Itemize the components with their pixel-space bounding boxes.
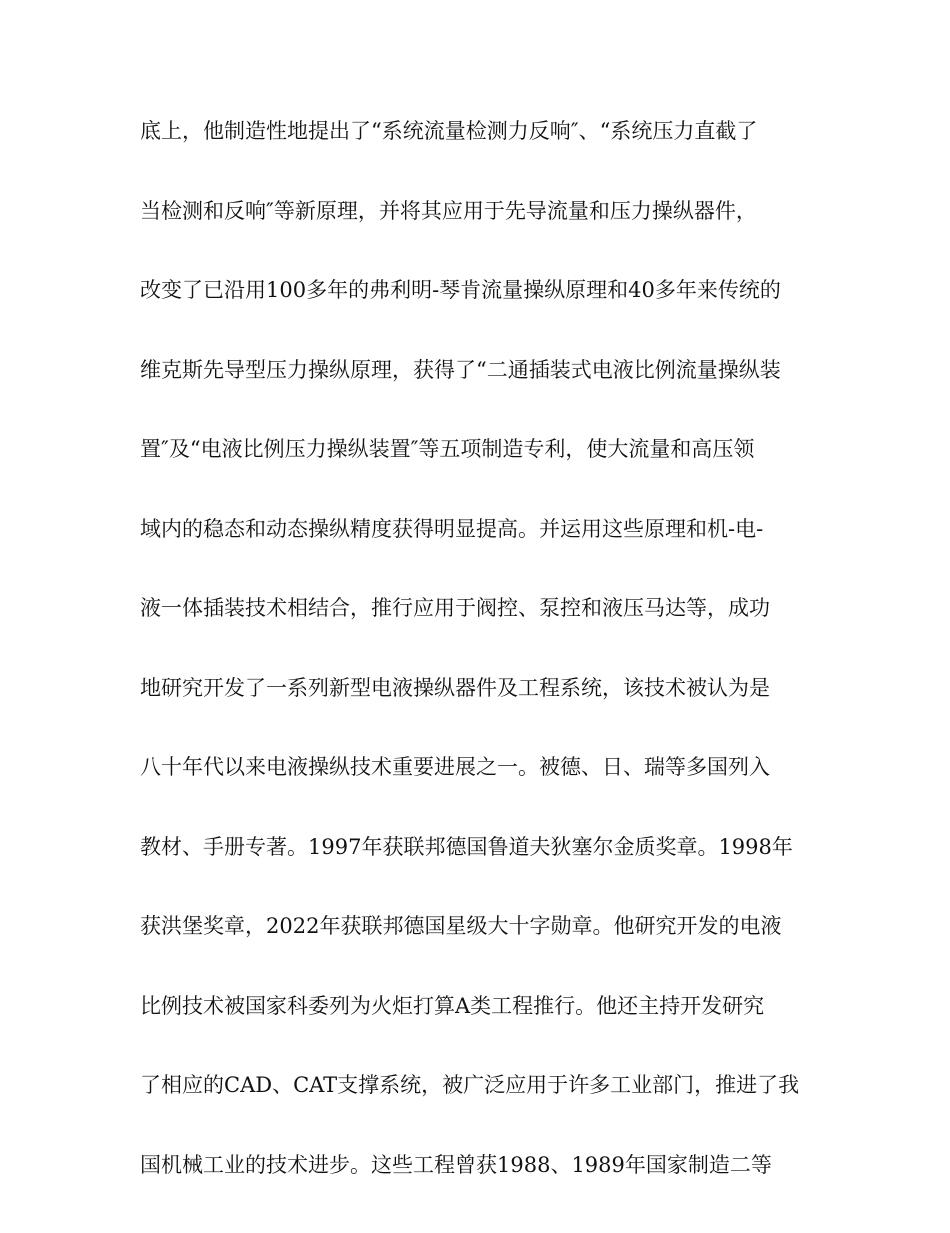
text-line: 液一体插装技术相结合，推行应用于阀控、泵控和液压马达等，成功 — [140, 596, 770, 620]
text-line: 底上，他制造性地提出了“系统流量检测力反响″、“系统压力直截了 — [140, 119, 758, 143]
text-line: 比例技术被国家科委列为火炬打算A类工程推行。他还主持开发研究 — [140, 993, 765, 1018]
text-line: 了相应的CAD、CAT支撑系统，被广泛应用于许多工业部门，推进了我 — [140, 1073, 800, 1097]
text-line: 教材、手册专著。1997年获联邦德国鲁道夫狄塞尔金质奖章。1998年 — [140, 834, 793, 859]
text-line: 八十年代以来电液操纵技术重要进展之一。被德、日、瑞等多国列入 — [140, 755, 770, 779]
text-line: 国机械工业的技术进步。这些工程曾获1988、1989年国家制造二等 — [140, 1152, 772, 1177]
text-line: 地研究开发了一系列新型电液操纵器件及工程系统，该技术被认为是 — [140, 675, 770, 700]
text-line: 当检测和反响″等新原理，并将其应用于先导流量和压力操纵器件， — [140, 198, 757, 223]
body-text — [140, 120, 820, 1233]
text-line: 维克斯先导型压力操纵原理，获得了“二通插装式电液比例流量操纵装 — [140, 357, 781, 382]
text-line: 改变了已沿用100多年的弗利明-琴肯流量操纵原理和40多年来传统的 — [140, 278, 781, 302]
text-line: 置″及“电液比例压力操纵装置″等五项制造专利，使大流量和高压领 — [140, 437, 755, 461]
text-line: 域内的稳态和动态操纵精度获得明显提高。并运用这些原理和机-电- — [140, 516, 764, 541]
text-line: 获洪堡奖章，2022年获联邦德国星级大十字勋章。他研究开发的电液 — [140, 914, 782, 938]
